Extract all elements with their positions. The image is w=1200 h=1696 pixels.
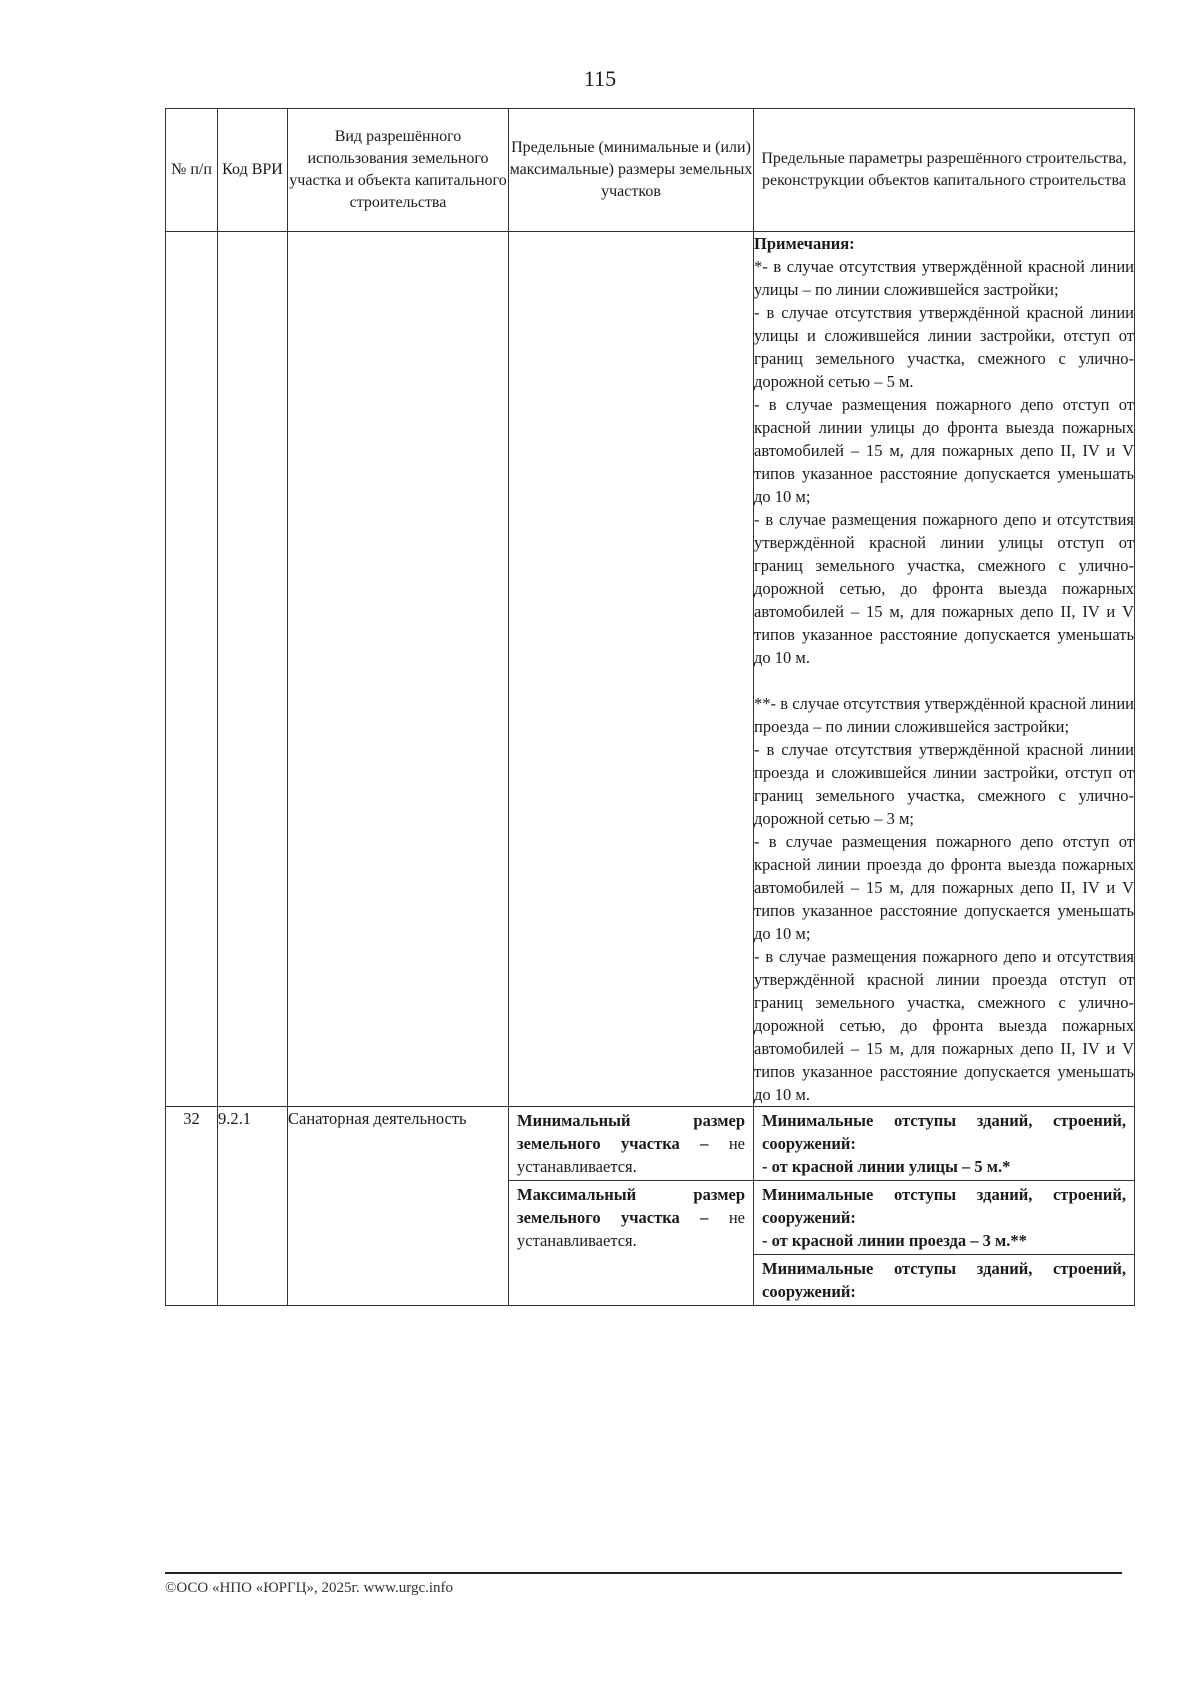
header-use-type: Вид разрешённого использования земельного участка и объекта капитального строительства (288, 109, 509, 232)
footer-copyright: ©ОСО «НПО «ЮРГЦ», 2025г. www.urgc.info (165, 1580, 454, 1596)
param-heading: Минимальные отступы зданий, строений, сооружений: (762, 1259, 1126, 1301)
page-number: 115 (583, 66, 617, 91)
note-paragraph: - в случае отсутствия утверждённой красной линии улицы и сложившейся линии застройки, отступ от границ земельного участка, смежного с улично-дорожной сетью – 5 м. (754, 303, 1134, 391)
param-heading: Минимальные отступы зданий, строений, сооружений: (762, 1185, 1126, 1227)
row-use-name: Санаторная деятельность (288, 1107, 509, 1306)
param-value: - от красной линии улицы – 5 м.* (762, 1157, 1011, 1176)
min-size-value: не устанавливается. (517, 1134, 745, 1176)
header-parameters: Предельные параметры разрешённого строительства, реконструкции объектов капитального строительства (754, 109, 1135, 232)
max-size-label: Максимальный размер земельного участка – (517, 1185, 745, 1227)
param-block-3 (754, 1255, 1134, 1305)
empty-cell (218, 232, 288, 1107)
header-code: Код ВРИ (218, 109, 288, 232)
footer-divider (165, 1572, 1122, 1574)
table-row-notes (166, 232, 1135, 1107)
empty-cell (509, 232, 754, 1107)
note-paragraph: - в случае размещения пожарного депо отступ от красной линии улицы до фронта выезда пожарных автомобилей – 15 м, для пожарных депо II, IV и V типов указанное расстояние допускается уменьшать до 10 м; (754, 395, 1134, 506)
note-paragraph: - в случае размещения пожарного депо и отсутствия утверждённой красной линии улицы отступ от границ земельного участка, смежного с улично-дорожной сетью, до фронта выезда пожарных автомобилей – 15 м, для пожарных депо II, IV и V типов указанное расстояние допускается уменьшать до 10 м. (754, 510, 1134, 667)
plot-sizes-cell (509, 1107, 754, 1306)
empty-cell (288, 232, 509, 1107)
min-size-block (509, 1107, 753, 1181)
note-paragraph: *- в случае отсутствия утверждённой красной линии улицы – по линии сложившейся застройки; (754, 257, 1134, 299)
parameters-cell (754, 1107, 1135, 1306)
note-paragraph: - в случае размещения пожарного депо и отсутствия утверждённой красной линии проезда отступ от границ земельного участка, смежного с улично-дорожной сетью, до фронта выезда пожарных автомобилей – 15 м, для пожарных депо II, IV и V типов указанное расстояние допускается уменьшать до 10 м. (754, 947, 1134, 1104)
min-size-label: Минимальный размер земельного участка – (517, 1111, 745, 1153)
param-block-2 (754, 1181, 1134, 1255)
note-paragraph: - в случае отсутствия утверждённой красной линии проезда и сложившейся линии застройки, отступ от границ земельного участка, смежного с улично-дорожной сетью – 3 м; (754, 740, 1134, 828)
empty-cell (166, 232, 218, 1107)
notes-title: Примечания: (754, 234, 855, 253)
table-header-row (166, 109, 1135, 232)
row-number: 32 (166, 1107, 218, 1306)
note-paragraph: **- в случае отсутствия утверждённой красной линии проезда – по линии сложившейся застройки; (754, 694, 1134, 736)
header-num: № п/п (166, 109, 218, 232)
note-paragraph: - в случае размещения пожарного депо отступ от красной линии проезда до фронта выезда пожарных автомобилей – 15 м, для пожарных депо II, IV и V типов указанное расстояние допускается уменьшать до 10 м; (754, 832, 1134, 943)
param-heading: Минимальные отступы зданий, строений, сооружений: (762, 1111, 1126, 1153)
max-size-value: не устанавливается. (517, 1208, 745, 1250)
spacer (754, 669, 1134, 692)
table-row-32 (166, 1107, 1135, 1306)
notes-cell (754, 232, 1135, 1107)
param-value: - от красной линии проезда – 3 м.** (762, 1231, 1027, 1250)
header-plot-sizes: Предельные (минимальные и (или) максимальные) размеры земельных участков (509, 109, 754, 232)
param-block-1 (754, 1107, 1134, 1181)
max-size-block (509, 1181, 753, 1254)
row-code: 9.2.1 (218, 1107, 288, 1306)
regulations-table (165, 108, 1135, 1306)
